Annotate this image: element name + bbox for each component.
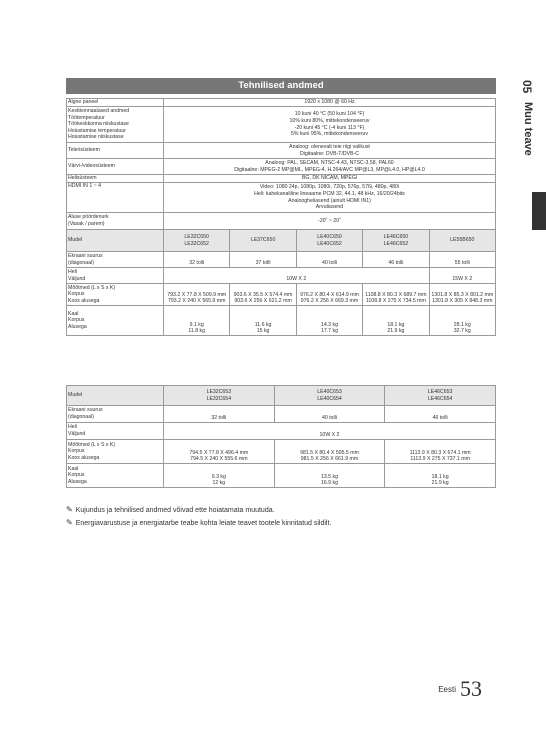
row-label-swivel: Aluse pöördenurk (Vasak / parem) [67, 213, 164, 230]
screen-size-cell: 55 tolli [429, 252, 495, 268]
weight-cell: 13.5 kg 16.9 kg [274, 464, 385, 488]
screen-size-cell: 40 tolli [296, 252, 362, 268]
hdmi-values: Video: 1080 24p, 1080p, 1080i, 720p, 576p, 576i, 480p, 480i Heli: kahekanaliline lineaarne PCM 32, 44.1, 48 kHz, 16/20/24bits Analoogheliasend (ainult HDMI IN1) Arvutiasend [164, 183, 496, 213]
row-label-panel: Algne paneel [67, 99, 164, 107]
sound-output-value: 10W X 2 [164, 268, 430, 284]
table-row [67, 159, 496, 175]
page-number: 53 [460, 676, 482, 701]
dimensions-cell: 1113.9 X 80.3 X 674.1 mm 1113.9 X 275 X 737.1 mm [385, 440, 496, 464]
table-row [67, 440, 496, 464]
row-label-video-system: Värvi-/videosüsteem [67, 159, 164, 175]
model-header-row [67, 386, 496, 406]
spec-table-1 [66, 98, 496, 336]
screen-size-cell: 40 tolli [274, 406, 385, 423]
model-cell: LE46C650 LE46C652 [363, 230, 429, 252]
screen-size-cell: 46 tolli [385, 406, 496, 423]
note-pencil-icon: ✎ [66, 505, 73, 514]
dimensions-cell: 981.5 X 80.4 X 595.5 mm 981.5 X 256 X 661.9 mm [274, 440, 385, 464]
note [66, 518, 331, 527]
dimensions-cell: 1301.8 X 85.3 X 801.2 mm 1301.8 X 305 X 848.3 mm [429, 284, 495, 306]
sound-output-value: 10W X 2 [164, 423, 496, 440]
dimensions-cell: 903.6 X 35.5 X 574.4 mm 903.6 X 256 X 621.2 mm [230, 284, 296, 306]
row-label-dimensions: Mõõtmed (L x S x K) Korpus Koos alusega [67, 284, 164, 306]
chapter-number: 05 [520, 80, 534, 94]
row-label-sound-system: Helisüsteem [67, 175, 164, 183]
note [66, 505, 275, 514]
row-label-weight: Kaal Korpus Alusega [67, 306, 164, 336]
chapter-marker-block [532, 192, 546, 230]
dimensions-cell: 793.2 X 77.8 X 509.9 mm 793.2 X 240 X 565.9 mm [164, 284, 230, 306]
dimensions-cell: 976.2 X 80.4 X 614.9 mm 976.2 X 256 X 669.3 mm [296, 284, 362, 306]
model-cell: LE37C650 [230, 230, 296, 252]
weight-cell: 9.1 kg 11.8 kg [164, 306, 230, 336]
screen-size-cell: 32 tolli [164, 252, 230, 268]
sound-system-value: BG, DK NICAM, MPEGl [164, 175, 496, 183]
table-row [67, 268, 496, 284]
table-row [67, 183, 496, 213]
table-row [67, 406, 496, 423]
video-system-values: Analoog: PAL, SECAM, NTSC-4.43, NTSC-3.58, PAL60 Digitaalne: MPEG-2 MP@ML, MPEG-4, H.264/AVC MP@L3, MP@L4.0, HP@L4.0 [164, 159, 496, 175]
note-pencil-icon: ✎ [66, 518, 73, 527]
screen-size-cell: 37 tolli [230, 252, 296, 268]
row-label-hdmi: HDMI IN 1 ~ 4 [67, 183, 164, 213]
table-row [67, 175, 496, 183]
page-footer [438, 676, 482, 702]
note-text: Kujundus ja tehnilised andmed võivad ette hoiatamata muutuda. [75, 507, 275, 514]
row-label-sound: Heli Väljund [67, 423, 164, 440]
model-cell: LE32C650 LE32C652 [164, 230, 230, 252]
note-text: Energiavarustuse ja energiatarbe teabe kohta leiate teavet tootele kinnitatud sildilt. [75, 520, 332, 527]
row-label-sound: Heli Väljund [67, 268, 164, 284]
table-row [67, 464, 496, 488]
weight-cell: 14.3 kg 17.7 kg [296, 306, 362, 336]
dimensions-cell: 794.5 X 77.8 X 496.4 mm 794.5 X 240 X 555.6 mm [164, 440, 275, 464]
dimensions-cell: 1108.8 X 80.3 X 689.7 mm 1108.8 X 275 X 734.5 mm [363, 284, 429, 306]
table-row [67, 423, 496, 440]
tv-system-values: Analoog: olenevalt teie riigi valikust Digitaalne: DVB-T/DVB-C [164, 143, 496, 159]
weight-cell: 18.1 kg 21.9 kg [385, 464, 496, 488]
section-title: Tehnilised andmed [66, 78, 496, 94]
row-label-screen-size: Ekraani suurus (diagonaal) [67, 406, 164, 423]
screen-size-cell: 46 tolli [363, 252, 429, 268]
row-label-model: Mudel [67, 230, 164, 252]
table-row [67, 252, 496, 268]
table-row [67, 284, 496, 306]
model-header-row [67, 230, 496, 252]
weight-cell: 18.1 kg 21.9 kg [363, 306, 429, 336]
chapter-label: Muu teave [522, 102, 534, 156]
row-label-tv-system: Telerisüsteem [67, 143, 164, 159]
row-label-model: Mudel [67, 386, 164, 406]
table-row [67, 306, 496, 336]
weight-cell: 9.3 kg 12 kg [164, 464, 275, 488]
swivel-value: -20˚ ~ 20˚ [164, 213, 496, 230]
model-cell: LE55B650 [429, 230, 495, 252]
weight-cell: 28.1 kg 32.7 kg [429, 306, 495, 336]
table-row [67, 213, 496, 230]
table-row [67, 99, 496, 107]
table-row [67, 107, 496, 143]
row-label-environment: Keskkonnaalased andmed Töötemperatuur Töökeskkonna niiskustase Hoiustamise temperatuur Hoiustamise niiskustase [67, 107, 164, 143]
model-cell: LE40C650 LE40C652 [296, 230, 362, 252]
row-label-dimensions: Mõõtmed (L x S x K) Korpus Koos alusega [67, 440, 164, 464]
model-cell: LE32C653 LE32C654 [164, 386, 275, 406]
model-cell: LE46C653 LE46C654 [385, 386, 496, 406]
footer-language: Eesti [438, 684, 456, 694]
screen-size-cell: 32 tolli [164, 406, 275, 423]
row-label-weight: Kaal Korpus Alusega [67, 464, 164, 488]
model-cell: LE40C653 LE40C654 [274, 386, 385, 406]
spec-table-2 [66, 385, 496, 488]
sound-output-value: 15W X 2 [429, 268, 495, 284]
weight-cell: 11.6 kg 15 kg [230, 306, 296, 336]
row-label-screen-size: Ekraani suurus (diagonaal) [67, 252, 164, 268]
panel-value: 1920 x 1080 @ 60 Hz [164, 99, 496, 107]
table-row [67, 143, 496, 159]
environment-values: 10 kuni 40 °C (50 kuni 104 °F) 10% kuni 80%, mittekondenseeruv -20 kuni 45 °C (-4 kuni 113 °F) 5% kuni 95%, mittekondenseeruv [164, 107, 496, 143]
